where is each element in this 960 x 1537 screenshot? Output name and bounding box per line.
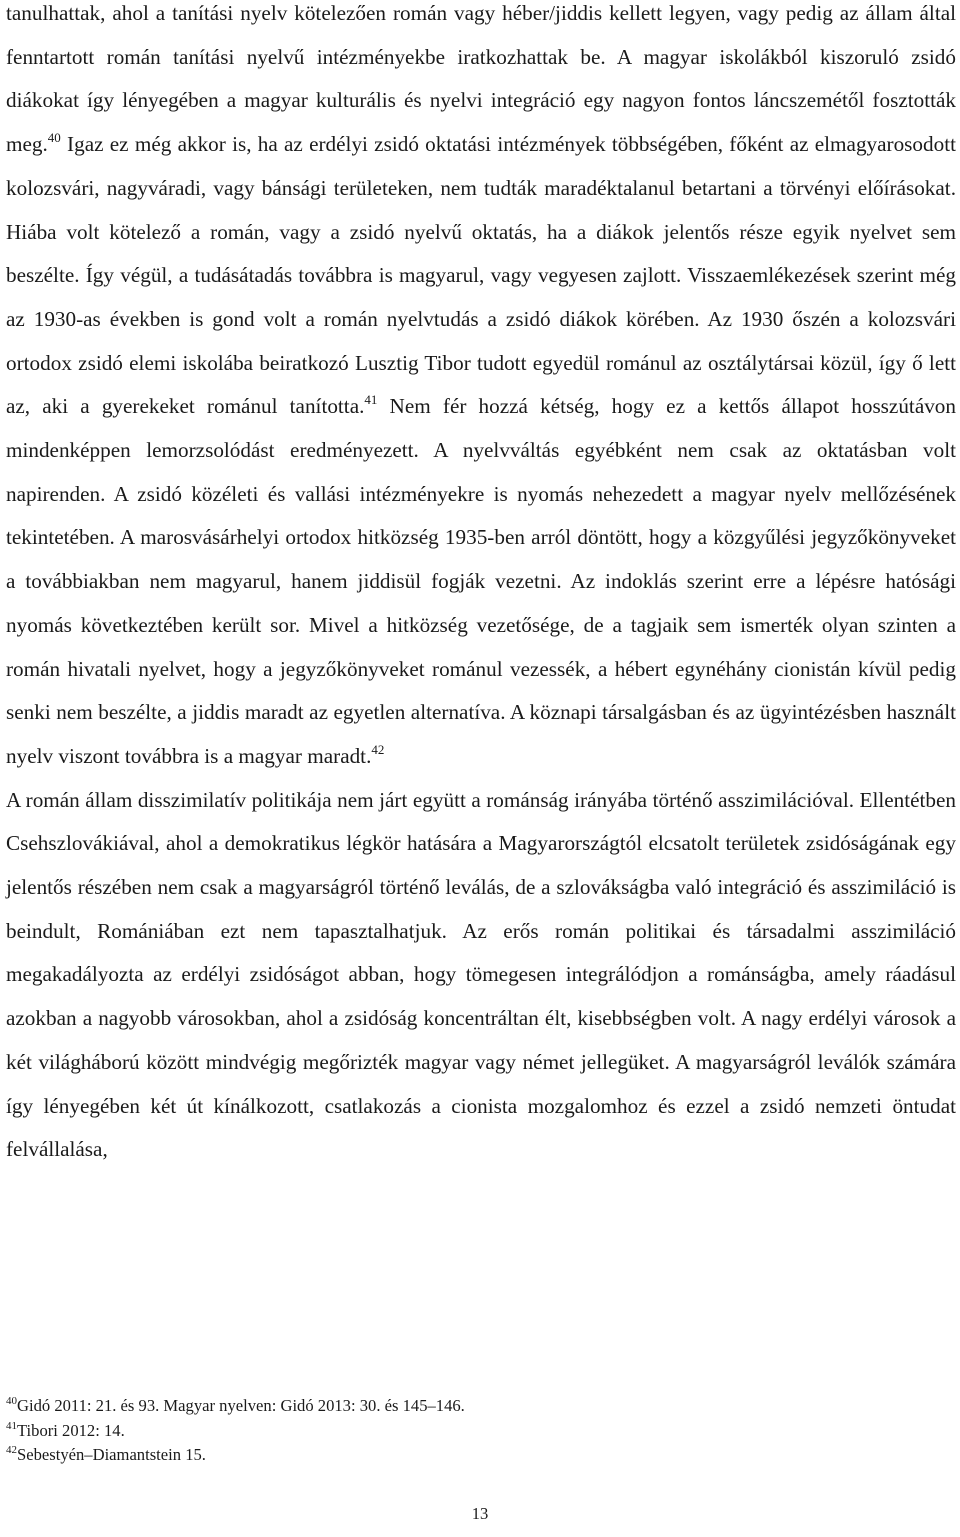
paragraph (6, 0, 956, 779)
footnote-number: 40 (6, 1395, 17, 1407)
body-text (6, 0, 956, 1172)
footnote (6, 1419, 906, 1444)
footnote (6, 1443, 906, 1468)
page-number: 13 (471, 1504, 489, 1523)
footnote-text: Sebestyén–Diamantstein 15. (17, 1445, 206, 1464)
footnote-reference: 42 (371, 741, 385, 757)
footnote-number: 41 (6, 1419, 17, 1432)
footnote-text: Gidó 2011: 21. és 93. Magyar nyelven: Gidó 2013: 30. és 145–146. (17, 1396, 465, 1415)
paragraph: A román állam disszimilatív politikája nem járt együtt a románság irányába történő asszimilációval. Ellentétben Csehszlovákiával, ahol a demokratikus légkör hatására a Magyarországtól elcsatolt területek zsidóságának egy jelentős részében nem csak a magyarságról történő leválás, de a szlovákságba való integráció és asszimiláció is beindult, Romániában ezt nem tapasztalhatjuk. Az erős román politikai és társadalmi asszimiláció megakadályozta az erdélyi zsidóságot abban, hogy tömegesen integrálódjon a románságba, amely ráadásul azokban a nagyobb városokban, ahol a zsidóság koncentráltan élt, kisebbségben volt. A nagy erdélyi városok a két világháború között mindvégig megőrizték magyar vagy német jellegüket. A magyarságról leválók számára így lényegében két út kínálkozott, csatlakozás a cionista mozgalomhoz és ezzel a zsidó nemzeti öntudat felvállalása, (6, 787, 956, 1162)
paragraph-text: Nem fér hozzá kétség, hogy ez a kettős állapot hosszútávon mindenképpen lemorzsolódást eredményezett. A nyelvváltás egyébként nem csak az oktatásban volt napirenden. A zsidó közéleti és vallási intézményekre is nyomás nehezedett a magyar nyelv mellőzésének tekintetében. A marosvásárhelyi ortodox hitközség 1935-ben arról döntött, hogy a közgyűlési jegyzőkönyveket a továbbiakban nem magyarul, hanem jiddisül fogják vezetni. Az indoklás szerint erre a lépésre hatósági nyomás következtében került sor. Mivel a hitközség vezetősége, de a tagjaik sem ismerték olyan szinten a román hivatali nyelvet, hogy a jegyzőkönyveket románul vezessék, a hébert egynéhány cionistán kívül pedig senki nem beszélte, a jiddis maradt az egyetlen alternatíva. A köznapi társalgásban és az ügyintézésben használt nyelv viszont továbbra is a magyar maradt. (6, 394, 956, 768)
footnote-reference: 41 (364, 392, 378, 408)
footnote (6, 1394, 906, 1419)
footnote-number: 42 (6, 1444, 17, 1456)
paragraph-text: tanulhattak, ahol a tanítási nyelv kötelezően román vagy héber/jiddis kellett legyen, vagy pedig az állam által fenntartott román tanítási nyelvű intézményekbe iratkozhattak be. A magyar iskolákból kiszoruló zsidó diákokat így lényegében a magyar kulturális és nyelvi integráció egy nagyon fontos láncszemétől fosztották meg. (6, 1, 956, 157)
footnote-text: Tibori 2012: 14. (17, 1420, 125, 1440)
footnotes (6, 1394, 906, 1468)
paragraph-text: Igaz ez még akkor is, ha az erdélyi zsidó oktatási intézmények többségében, főként az elmagyarosodott kolozsvári, nagyváradi, vagy bánsági területeken, nem tudták maradéktalanul betartani a törvényi előírásokat. Hiába volt kötelező a román, vagy a zsidó nyelvű oktatás, ha a diákok jelentős része egyik nyelvet sem beszélte. Így végül, a tudásátadás továbbra is magyarul, vagy vegyesen zajlott. Visszaemlékezések szerint még az 1930-as években is gond volt a román nyelvtudás a zsidó diákok körében. Az 1930 őszén a kolozsvári ortodox zsidó elemi iskolába beiratkozó Lusztig Tibor tudott egyedül románul az osztálytársai közül, így ő lett az, aki a gyerekeket románul tanította. (6, 132, 956, 419)
footnote-reference: 40 (47, 130, 61, 146)
